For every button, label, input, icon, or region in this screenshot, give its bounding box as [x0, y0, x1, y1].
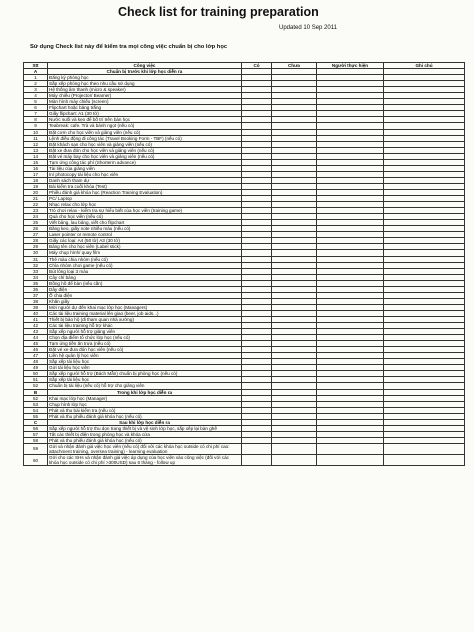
row-number: 53 [24, 401, 48, 407]
task-text: PC/ Laptop [48, 196, 242, 202]
notes-cell [384, 455, 465, 466]
task-text: Lệnh điều động đi công tác (Travel Booking Form - TBF) (nếu có) [48, 135, 242, 141]
row-number: 37 [24, 292, 48, 298]
task-text: Phát và thu phiếu đánh giá khóa học (nếu có) [48, 413, 242, 419]
row-number: 10 [24, 129, 48, 135]
row-number: 3 [24, 87, 48, 93]
row-number: 52 [24, 383, 48, 389]
row-number: 27 [24, 232, 48, 238]
row-number: 50 [24, 371, 48, 377]
col-header-assignee: Người thực hiện [317, 63, 384, 69]
row-number: 41 [24, 316, 48, 322]
row-number: 23 [24, 208, 48, 214]
task-text: Sắp xếp tài liệu học [48, 377, 242, 383]
row-number: 11 [24, 135, 48, 141]
task-text: Chụp hình lớp học [48, 401, 242, 407]
row-number: 22 [24, 202, 48, 208]
row-number: 24 [24, 214, 48, 220]
task-text: Gửi tài liệu học viên [48, 365, 242, 371]
row-number: 56 [24, 425, 48, 431]
task-text: Sắp xếp người hỗ trợ thu dọn trang thiết bị và vệ sinh lớp học, sắp xếp lại bàn ghế [48, 425, 242, 431]
row-number: 57 [24, 431, 48, 437]
task-text: Đăng ký phòng học [48, 75, 242, 81]
row-number: 15 [24, 159, 48, 165]
task-text: Phiếu đánh giá khóa học (Reaction Training Evaluation) [48, 189, 242, 195]
task-text: Đặt vé xe đưa đón học viên (nếu có) [48, 347, 242, 353]
task-text: Ổ chia điện [48, 292, 242, 298]
row-number: 29 [24, 244, 48, 250]
assignee-cell [317, 455, 384, 466]
row-number: 39 [24, 304, 48, 310]
row-number: 45 [24, 341, 48, 347]
row-number: C [24, 419, 48, 425]
row-number: 58 [24, 437, 48, 443]
task-text: Tài liệu của giảng viên [48, 165, 242, 171]
task-text: Các tài liệu training hỗ trợ khác [48, 323, 242, 329]
row-number: 28 [24, 238, 48, 244]
task-text: Thẻ màu chia nhóm (nếu có) [48, 256, 242, 262]
row-number: 47 [24, 353, 48, 359]
row-number: 55 [24, 413, 48, 419]
task-text: Mời người dự đến khai mạc lớp học (Managers) [48, 304, 242, 310]
row-number: 6 [24, 105, 48, 111]
row-number: 42 [24, 323, 48, 329]
row-number: 30 [24, 250, 48, 256]
row-number: 26 [24, 226, 48, 232]
task-text: Trò chơi relax - kiểm tra sự hiểu biết của học viên (training game) [48, 208, 242, 214]
yes-cell [242, 455, 272, 466]
row-number: 36 [24, 286, 48, 292]
row-number: 59 [24, 443, 48, 454]
table-row [24, 443, 465, 454]
row-number: 25 [24, 220, 48, 226]
task-text: Bút lông loại 3 màu [48, 268, 242, 274]
row-number: 18 [24, 177, 48, 183]
task-text: Đặt khách sạn cho học viên và giảng viên (nếu có) [48, 141, 242, 147]
row-number: 19 [24, 183, 48, 189]
task-text: Giấy các loại: A4 (50 tờ) A3 (30 tờ) [48, 238, 242, 244]
row-number: 35 [24, 280, 48, 286]
row-number: 17 [24, 171, 48, 177]
task-text: Chuẩn bị tài liệu (nếu có) hỗ trợ cho giảng viên [48, 383, 242, 389]
task-text: Sắp xếp người hỗ trợ giảng viên [48, 329, 242, 335]
table-body [24, 69, 465, 466]
row-number: 32 [24, 262, 48, 268]
row-number: 1 [24, 75, 48, 81]
task-text: Flipchart hoặc bảng trắng [48, 105, 242, 111]
row-number: 48 [24, 359, 48, 365]
row-number: 16 [24, 165, 48, 171]
task-text: Bài kiểm tra cuối khóa (Test) [48, 183, 242, 189]
section-title: Chuẩn bị trước khi lớp học diễn ra [48, 69, 242, 75]
task-text: Khăn giấy [48, 298, 242, 304]
task-text: Chìa nhóm chơi game (nếu có) [48, 262, 242, 268]
col-header-stt: Stt [24, 63, 48, 69]
task-text: Nước suối và kẹo để bố trí trên bàn học [48, 117, 242, 123]
task-text: Màn hình máy chiếu (screen) [48, 99, 242, 105]
task-text: Teabreak: cafe. Trà và bánh ngọt (nếu có) [48, 123, 242, 129]
col-header-task: Công việc [48, 63, 242, 69]
row-number: 2 [24, 81, 48, 87]
row-number: 52 [24, 395, 48, 401]
page-title: Check list for training preparation [118, 5, 319, 19]
task-text: Bảng tên cho học viên (Label stick) [48, 244, 242, 250]
task-text: Đặt xe đưa đón cho học viên và giảng viên (nếu có) [48, 147, 242, 153]
task-text: Giấy flipchart: A1 (30 tờ) [48, 111, 242, 117]
task-text: Máy chụp hình/ quay film [48, 250, 242, 256]
assignee-cell [317, 443, 384, 454]
row-number: 54 [24, 407, 48, 413]
row-number: 31 [24, 256, 48, 262]
task-text: Các tài liệu training material lên giao (beer, job aids...) [48, 310, 242, 316]
row-number: 4 [24, 93, 48, 99]
task-text: Hệ thống âm thanh (micro & speaker) [48, 87, 242, 93]
task-text: Tất các thiết bị điện trong phòng học và khóa cửa [48, 431, 242, 437]
task-text: Phát và thu bài kiểm tra (nếu có) [48, 407, 242, 413]
row-number: 34 [24, 274, 48, 280]
task-text: Laser pointer or remote control [48, 232, 242, 238]
row-number: 51 [24, 377, 48, 383]
task-text: Cây chỉ bảng [48, 274, 242, 280]
row-number: 40 [24, 310, 48, 316]
table-row [24, 455, 465, 466]
row-number: 60 [24, 455, 48, 466]
task-text: Đặt cơm cho học viên và giảng viên (nếu có) [48, 129, 242, 135]
task-text: Tạm ứng tiền ăn trưa (nếu có) [48, 341, 242, 347]
task-text: Đặt vé máy bay cho học viên và giảng viên (nếu có) [48, 153, 242, 159]
row-number: 14 [24, 153, 48, 159]
col-header-not-yet: Chưa [272, 63, 317, 69]
row-number: 38 [24, 298, 48, 304]
task-text: Gửi và nhận đánh giá việc học viên (nếu có) đối với các khóa học outside có chi phí cao: attachment training, oversea training) - learning evaluation [48, 443, 242, 454]
not-yet-cell [272, 443, 317, 454]
row-number: 9 [24, 123, 48, 129]
task-text: Đồng hồ để bàn (nếu cần) [48, 280, 242, 286]
checklist-table [23, 62, 465, 466]
task-text: Sắp xếp người hỗ trợ (Bách Mẫn) chuẩn bị phòng học (nếu có) [48, 371, 242, 377]
row-number: 20 [24, 189, 48, 195]
task-text: Băng keo, giấy note nhiều màu (nếu có) [48, 226, 242, 232]
task-text: In/ photocopy tài liệu cho học viên [48, 171, 242, 177]
row-number: A [24, 69, 48, 75]
row-number: B [24, 389, 48, 395]
task-text: Gởi cho các SHs và nhận đánh giá việc áp dụng của học viên vào công việc (đối với các khóa học outside có chi phí >300USD) sau 6 tháng - follow up [48, 455, 242, 466]
updated-date: Updated 10 Sep 2011 [279, 25, 337, 31]
row-number: 7 [24, 111, 48, 117]
row-number: 21 [24, 196, 48, 202]
task-text: Máy chiếu (Projector/ Beamer) [48, 93, 242, 99]
col-header-notes: Ghi chú [384, 63, 465, 69]
task-text: Viết bảng, lau bảng, viết cho flipchart [48, 220, 242, 226]
row-number: 5 [24, 99, 48, 105]
task-text: Thiết bị bảo hộ (đi tham quan nhà xưởng) [48, 316, 242, 322]
task-text: Sắp xếp tài liệu học [48, 359, 242, 365]
row-number: 12 [24, 141, 48, 147]
task-text: Danh sách tham dự [48, 177, 242, 183]
row-number: 49 [24, 365, 48, 371]
notes-cell [384, 443, 465, 454]
task-text: Dây điện [48, 286, 242, 292]
row-number: 33 [24, 268, 48, 274]
row-number: 44 [24, 335, 48, 341]
yes-cell [242, 443, 272, 454]
row-number: 8 [24, 117, 48, 123]
row-number: 43 [24, 329, 48, 335]
col-header-yes: Có [242, 63, 272, 69]
task-text: Nhạc relax cho lớp học [48, 202, 242, 208]
task-text: Quà cho học viên (nếu có) [48, 214, 242, 220]
task-text: Chọn địa điểm tổ chức lớp học (nếu có) [48, 335, 242, 341]
task-text: Liên hệ quản lý học viên [48, 353, 242, 359]
row-number: 46 [24, 347, 48, 353]
task-text: Tạm ứng công tác phí (Shorterm advance) [48, 159, 242, 165]
section-title: Trong khi lớp học diễn ra [48, 389, 242, 395]
intro-text: Sử dụng Check list này để kiểm tra mọi công việc chuẩn bị cho lớp học [30, 44, 228, 50]
row-number: 13 [24, 147, 48, 153]
task-text: Phát và thu phiếu đánh giá khóa học (nếu có) [48, 437, 242, 443]
not-yet-cell [272, 455, 317, 466]
section-title: Sau khi lớp học diễn ra [48, 419, 242, 425]
task-text: Khai mạc lớp học (Manager) [48, 395, 242, 401]
task-text: Sắp xếp phòng học theo nhu cầu sử dụng [48, 81, 242, 87]
